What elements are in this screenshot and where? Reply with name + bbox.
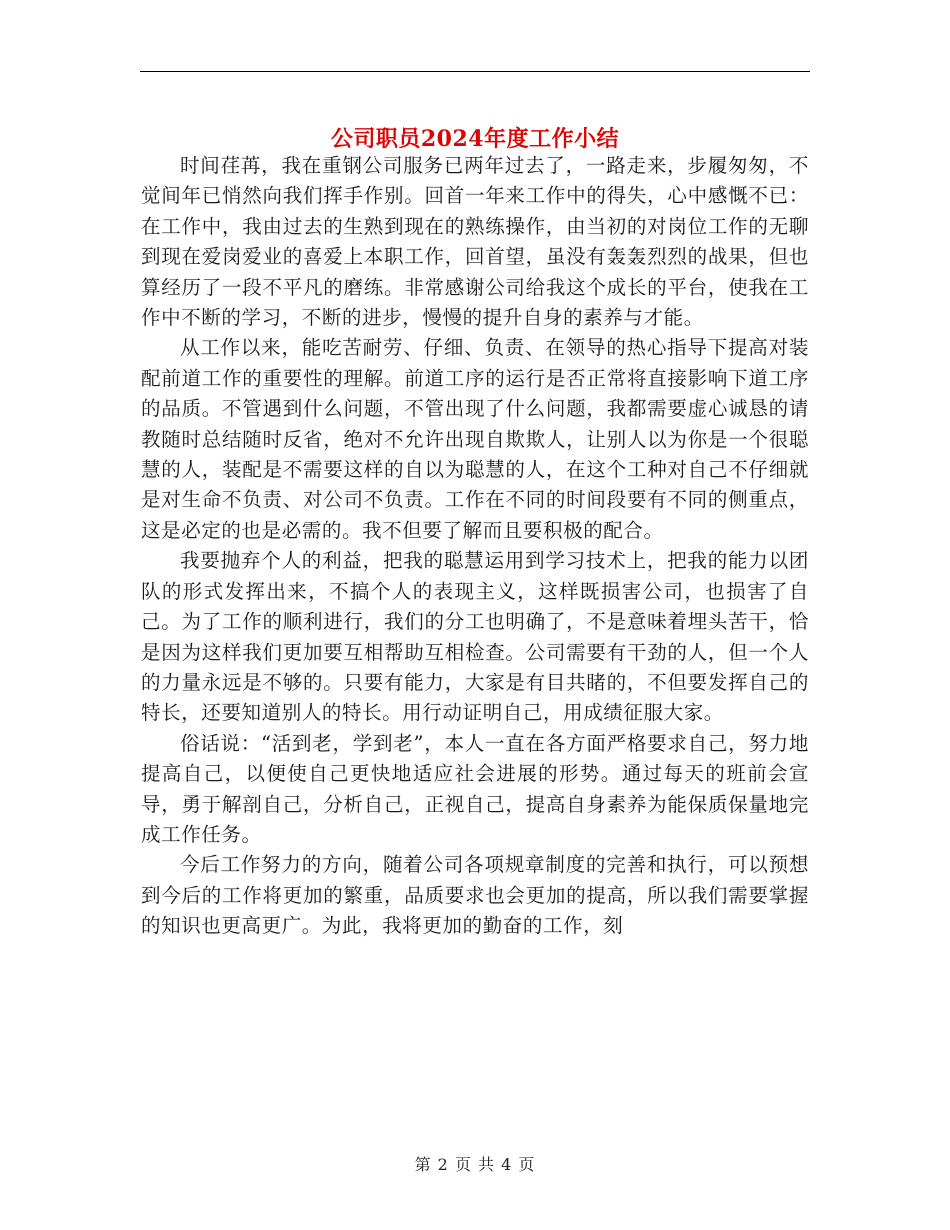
paragraph-3: 我要抛弃个人的利益，把我的聪慧运用到学习技术上，把我的能力以团队的形式发挥出来，不搞个人的表现主义，这样既损害公司，也损害了自己。为了工作的顺利进行，我们的分工也明确了，不是意味着埋头苦干，恰是因为这样我们更加要互相帮助互相检查。公司需要有干劲的人，但一个人的力量永远是不够的。只要有能力，大家是有目共睹的，不但要发挥自己的特长，还要知道别人的特长。用行动证明自己，用成绩征服大家。	[141, 549, 809, 725]
document-body	[141, 151, 809, 942]
document-title: 公司职员2024年度工作小结	[330, 125, 620, 152]
paragraph-4: 俗话说：“活到老，学到老”，本人一直在各方面严格要求自己，努力地提高自己，以便使自己更快地适应社会进展的形势。通过每天的班前会宣导，勇于解剖自己，分析自己，正视自己，提高自身素养为能保质保量地完成工作任务。	[141, 731, 809, 846]
paragraph-1: 时间荏苒，我在重钢公司服务已两年过去了，一路走来，步履匆匆，不觉间年已悄然向我们挥手作别。回首一年来工作中的得失，心中感慨不已：在工作中，我由过去的生熟到现在的熟练操作，由当初的对岗位工作的无聊到现在爱岗爱业的喜爱上本职工作，回首望，虽没有轰轰烈烈的战果，但也算经历了一段不平凡的磨练。非常感谢公司给我这个成长的平台，使我在工作中不断的学习，不断的进步，慢慢的提升自身的素养与才能。	[141, 154, 809, 330]
header-rule	[140, 71, 810, 72]
paragraph-5: 今后工作努力的方向，随着公司各项规章制度的完善和执行，可以预想到今后的工作将更加的繁重，品质要求也会更加的提高，所以我们需要掌握的知识也更高更广。为此，我将更加的勤奋的工作，刻	[141, 853, 809, 938]
paragraph-2: 从工作以来，能吃苦耐劳、仔细、负责、在领导的热心指导下提高对装配前道工作的重要性的理解。前道工序的运行是否正常将直接影响下道工序的品质。不管遇到什么问题，不管出现了什么问题，我都需要虚心诚恳的请教随时总结随时反省，绝对不允许出现自欺欺人，让别人以为你是一个很聪慧的人，装配是不需要这样的自以为聪慧的人，在这个工种对自己不仔细就是对生命不负责、对公司不负责。工作在不同的时间段要有不同的侧重点，这是必定的也是必需的。我不但要了解而且要积极的配合。	[141, 336, 809, 542]
page-number-footer: 第 2 页 共 4 页	[414, 1155, 536, 1174]
